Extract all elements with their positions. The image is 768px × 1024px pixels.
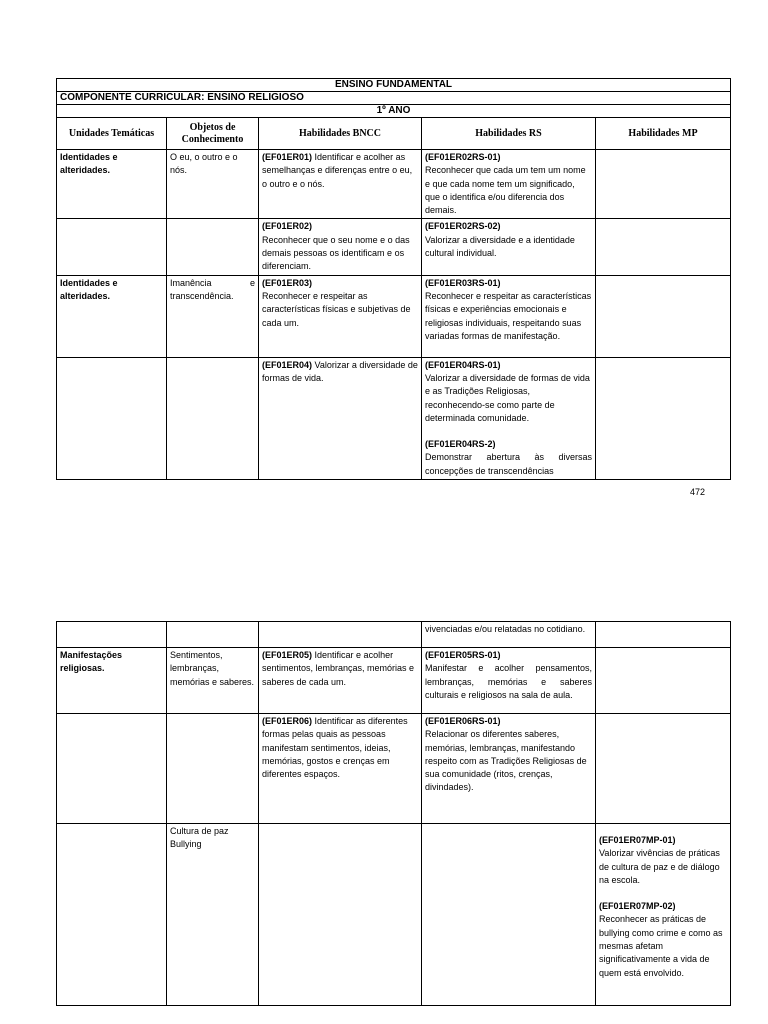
mp-cell	[596, 714, 731, 824]
objeto-cell	[167, 824, 259, 1006]
bncc-cell	[259, 714, 422, 824]
bncc-code: (EF01ER05)	[262, 650, 313, 660]
page-number: 472	[690, 487, 706, 497]
table-row	[57, 648, 731, 714]
unidade-cell	[57, 219, 167, 275]
curriculum-table-page-1	[56, 78, 731, 480]
rs-code: (EF01ER02RS-01)	[425, 152, 501, 162]
mp-cell	[596, 357, 731, 479]
rs-text: Demonstrar abertura às diversas concepções de transcendências	[425, 452, 592, 476]
rs-code: (EF01ER02RS-02)	[425, 221, 501, 232]
rs-code: (EF01ER05RS-01)	[425, 650, 501, 660]
mp-cell	[596, 219, 731, 275]
mp-text: Valorizar vivências de práticas de cultura de paz e de diálogo na escola.	[599, 848, 720, 885]
bncc-code: (EF01ER02)	[262, 221, 313, 232]
rs-code: (EF01ER03RS-01)	[425, 277, 501, 288]
rs-code: (EF01ER06RS-01)	[425, 716, 501, 726]
bncc-cell	[259, 150, 422, 219]
bncc-cell	[259, 648, 422, 714]
mp-cell	[596, 275, 731, 357]
unidade-cell: Identidades e alteridades.	[57, 150, 167, 219]
objeto-cell: Sentimentos, lembranças, memórias e saberes.	[167, 648, 259, 714]
col-mp-header: Habilidades MP	[596, 118, 731, 150]
mp-cell	[596, 824, 731, 1006]
bncc-text: Valorizar a diversidade de formas de vida.	[262, 359, 418, 383]
unidade-cell: Identidades e alteridades.	[57, 275, 167, 357]
mp-cell	[596, 150, 731, 219]
bncc-code: (EF01ER06)	[262, 716, 313, 726]
table-row	[57, 824, 731, 1006]
table-row	[57, 219, 731, 275]
bncc-cell	[259, 622, 422, 648]
bncc-text: Identificar e acolher sentimentos, lembranças, memórias e saberes de cada um.	[262, 650, 415, 687]
objeto-cell	[167, 714, 259, 824]
mp-cell	[596, 648, 731, 714]
col-unidades-header: Unidades Temáticas	[57, 118, 167, 150]
rs-text: Valorizar a diversidade de formas de vida e as Tradições Religiosas, reconhecendo-se como parte de determinada comunidade.	[425, 372, 590, 423]
bncc-cell	[259, 219, 422, 275]
unidade-cell	[57, 824, 167, 1006]
level-title: ENSINO FUNDAMENTAL	[57, 79, 731, 92]
bncc-code: (EF01ER01)	[262, 152, 313, 162]
table-row	[57, 622, 731, 648]
unidade-cell	[57, 714, 167, 824]
unidade-cell	[57, 357, 167, 479]
rs-cell	[422, 219, 596, 275]
bncc-cell	[259, 357, 422, 479]
rs-cell	[422, 648, 596, 714]
col-rs-header: Habilidades RS	[422, 118, 596, 150]
year-title: 1º ANO	[57, 105, 731, 118]
objeto-cell	[167, 357, 259, 479]
mp-cell	[596, 622, 731, 648]
rs-cell: vivenciadas e/ou relatadas no cotidiano.	[422, 622, 596, 648]
bncc-code: (EF01ER03)	[262, 277, 313, 288]
rs-text: Reconhecer que cada um tem um nome e que cada nome tem um significado, que o identifica e/ou diferencia dos demais.	[425, 165, 586, 216]
rs-text: Manifestar e acolher pensamentos, lembranças, memórias e saberes culturais e religiosos na sala de aula.	[425, 663, 592, 700]
bncc-text: Reconhecer e respeitar as características físicas e subjetivas de cada um.	[262, 290, 411, 328]
component-title: COMPONENTE CURRICULAR: ENSINO RELIGIOSO	[57, 92, 731, 105]
objeto-cell: Imanência e transcendência.	[167, 275, 259, 357]
rs-cell	[422, 824, 596, 1006]
table-row	[57, 275, 731, 357]
mp-text: Reconhecer as práticas de bullying como crime e como as mesmas afetam significativamente a vida de quem está envolvido.	[599, 914, 723, 978]
rs-cell	[422, 714, 596, 824]
bncc-text: Identificar e acolher as semelhanças e diferenças entre o eu, o outro e o nós.	[262, 152, 413, 189]
table-row	[57, 714, 731, 824]
rs-text: Valorizar a diversidade e a identidade cultural individual.	[425, 234, 575, 259]
objeto-line: Bullying	[170, 839, 202, 850]
unidade-cell	[57, 622, 167, 648]
bncc-code: (EF01ER04)	[262, 359, 313, 370]
objeto-cell	[167, 622, 259, 648]
col-bncc-header: Habilidades BNCC	[259, 118, 422, 150]
rs-text: Reconhecer e respeitar as características físicas e experiências emocionais e religiosas individuais, respeitando suas variadas formas de manifestação.	[425, 290, 592, 341]
unidade-cell: Manifestações religiosas.	[57, 648, 167, 714]
mp-code: (EF01ER07MP-01)	[599, 835, 676, 845]
rs-cell	[422, 275, 596, 357]
bncc-text: Reconhecer que o seu nome e o das demais pessoas os identificam e os diferenciam.	[262, 234, 410, 272]
table-row	[57, 357, 731, 479]
rs-code: (EF01ER04RS-2)	[425, 439, 496, 450]
objeto-cell	[167, 219, 259, 275]
table-row	[57, 150, 731, 219]
rs-cell	[422, 150, 596, 219]
col-objetos-header: Objetos de Conhecimento	[167, 118, 259, 150]
objeto-cell: O eu, o outro e o nós.	[167, 150, 259, 219]
mp-code: (EF01ER07MP-02)	[599, 901, 676, 912]
rs-cell	[422, 357, 596, 479]
bncc-cell	[259, 824, 422, 1006]
objeto-line: Cultura de paz	[170, 826, 229, 836]
curriculum-table-page-2	[56, 621, 731, 1006]
rs-code: (EF01ER04RS-01)	[425, 359, 501, 370]
rs-text: Relacionar os diferentes saberes, memórias, lembranças, manifestando respeito com as Tradições Religiosas de sua comunidade (ritos, crenças, divindades).	[425, 729, 587, 793]
bncc-text: Identificar as diferentes formas pelas quais as pessoas manifestam sentimentos, ideias, memórias, gostos e crenças em diferentes espaços.	[262, 716, 408, 780]
bncc-cell	[259, 275, 422, 357]
